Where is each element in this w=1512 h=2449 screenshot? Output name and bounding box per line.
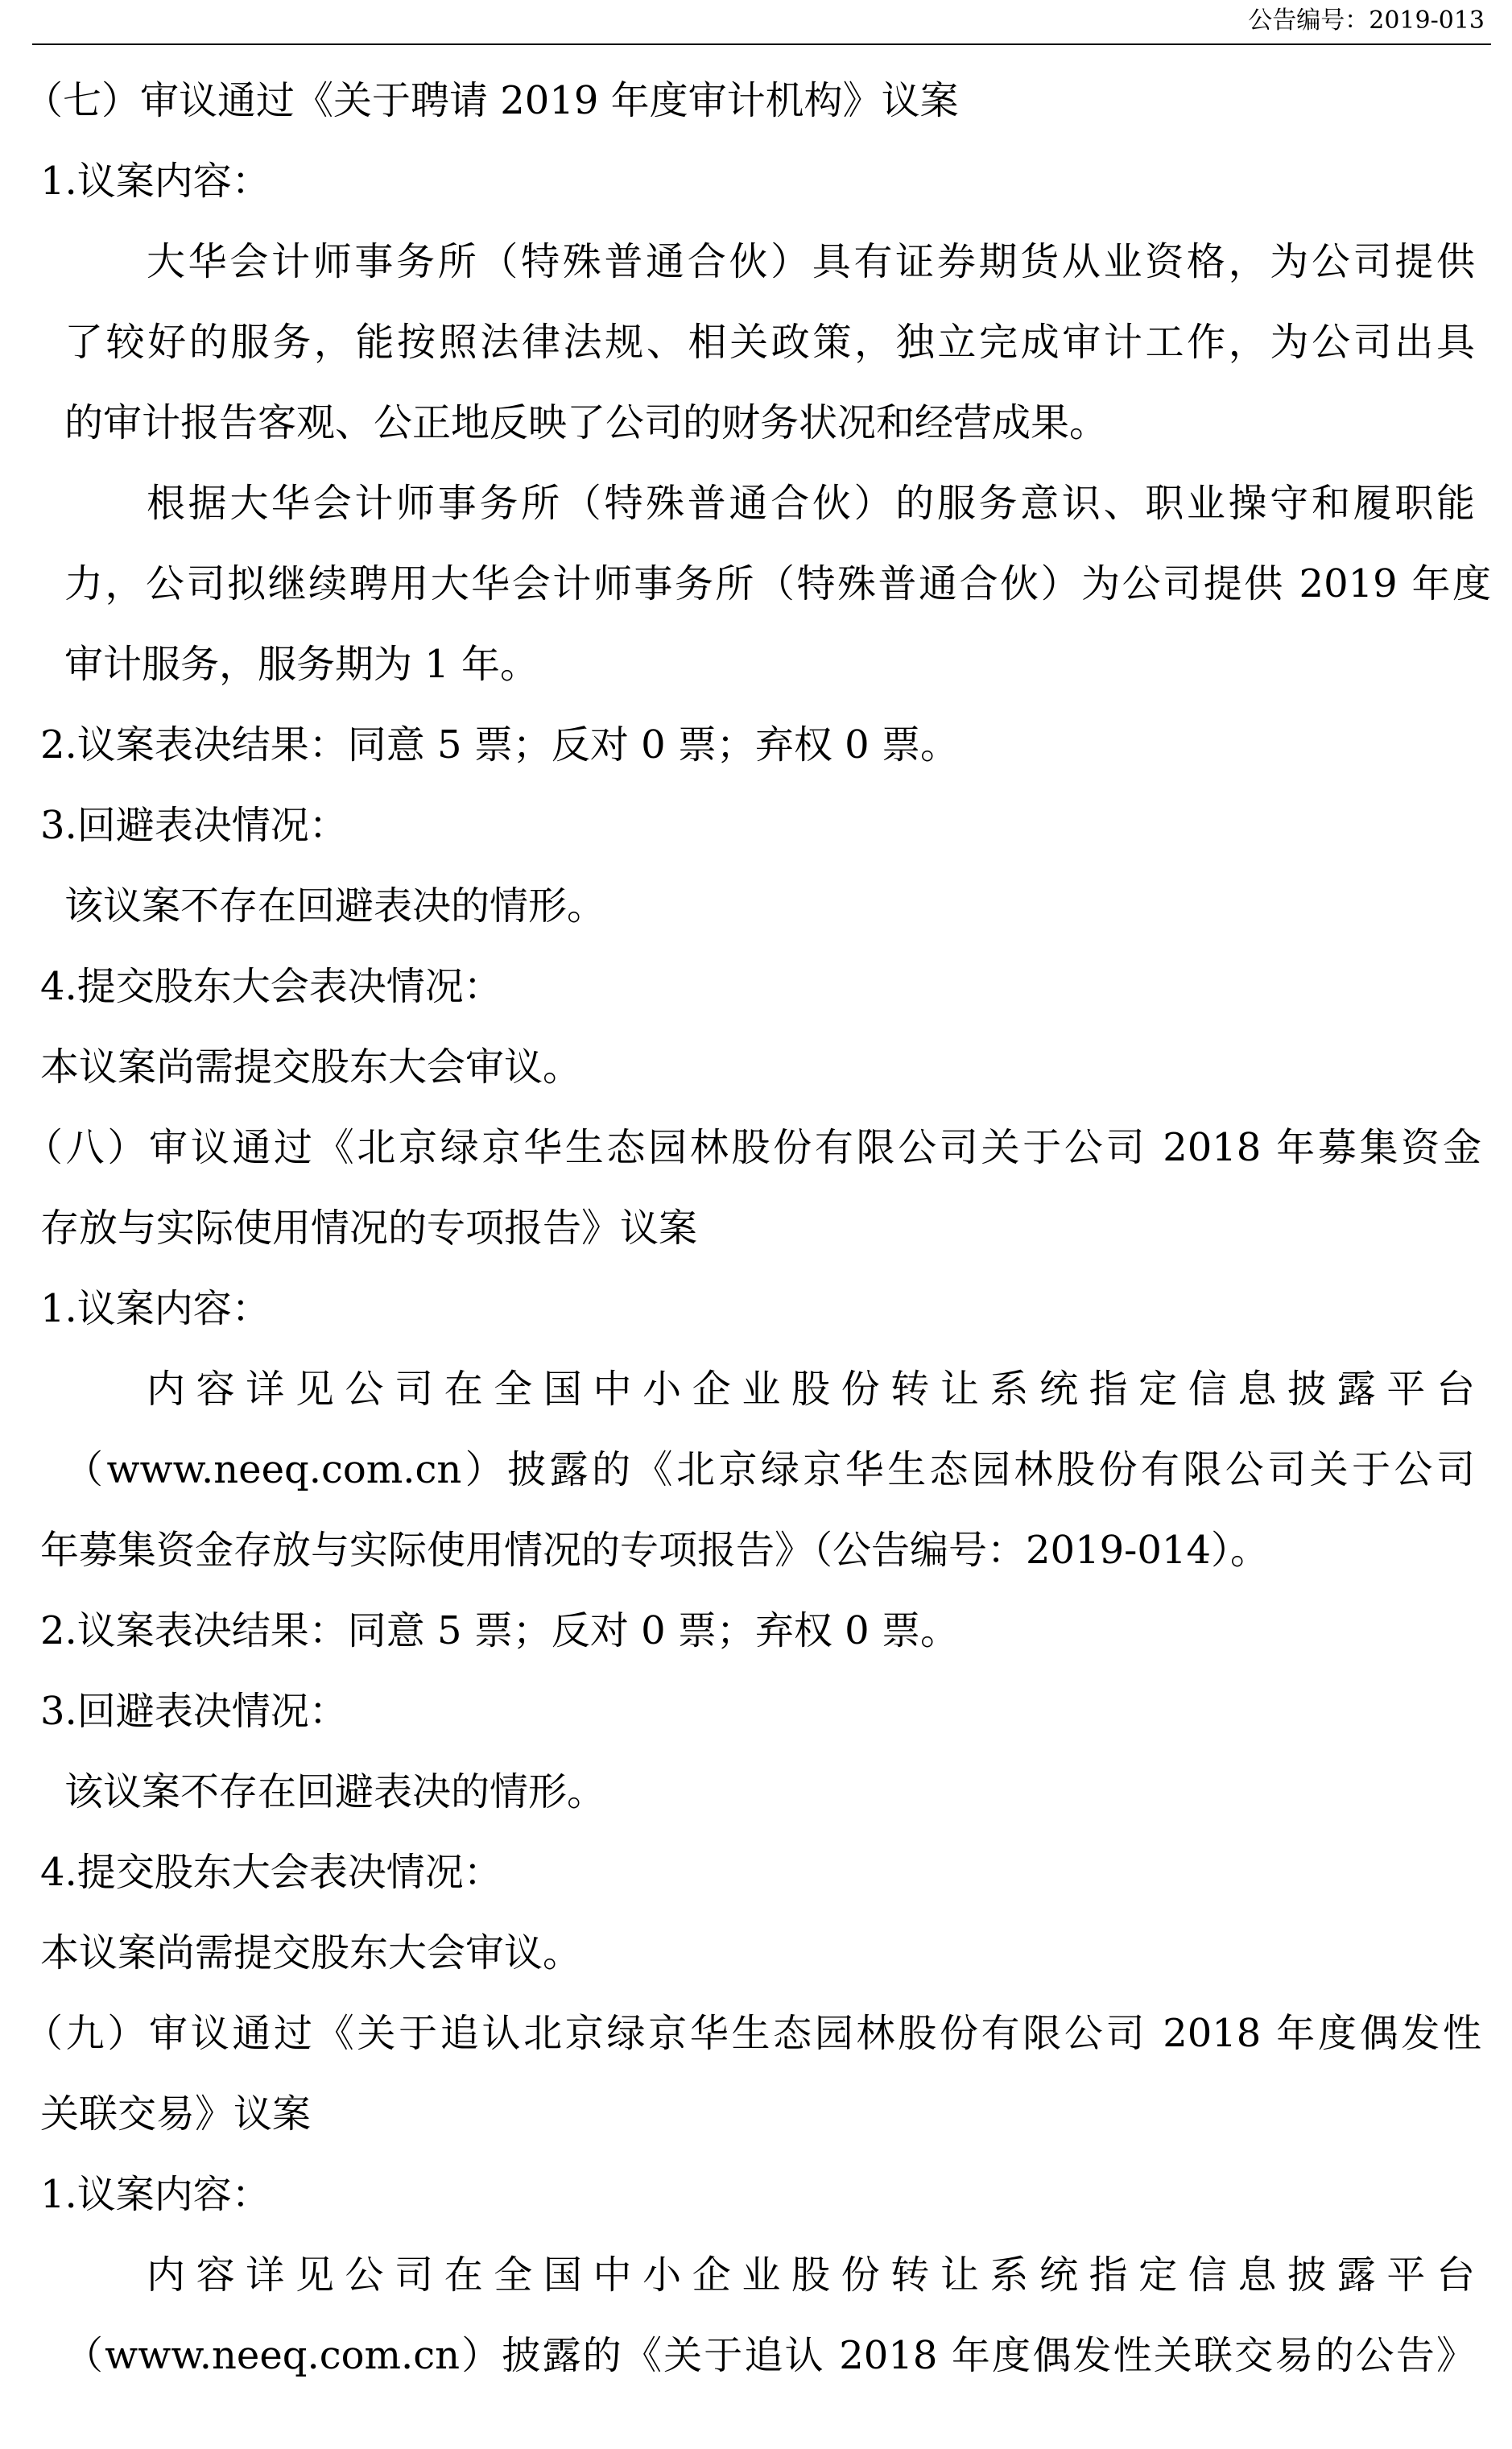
section-7-heading: （七）审议通过《关于聘请 2019 年度审计机构》议案 — [24, 78, 959, 123]
section-7-recusal-label: 3.回避表决情况： — [40, 803, 348, 848]
section-7-shareholder-text: 本议案尚需提交股东大会审议。 — [40, 1045, 582, 1090]
section-9-content-line-1: 内容详见公司在全国中小企业股份转让系统指定信息披露平台 — [147, 2253, 1475, 2298]
page-header — [32, 0, 1491, 45]
section-8-heading-line-1: （八）审议通过《北京绿京华生态园林股份有限公司关于公司 2018 年募集资金 — [24, 1125, 1481, 1170]
section-7-item-1-label: 1.议案内容： — [40, 159, 271, 204]
section-8-content-line-3: 年募集资金存放与实际使用情况的专项报告》（公告编号：2019-014）。 — [40, 1528, 1269, 1573]
section-8-shareholder-label: 4.提交股东大会表决情况： — [40, 1850, 502, 1895]
section-8-content-line-1: 内容详见公司在全国中小企业股份转让系统指定信息披露平台 — [147, 1367, 1475, 1412]
section-8-shareholder-text: 本议案尚需提交股东大会审议。 — [40, 1930, 582, 1975]
section-9-heading-line-1: （九）审议通过《关于追认北京绿京华生态园林股份有限公司 2018 年度偶发性 — [24, 2011, 1481, 2056]
section-7-paragraph-2-line-1: 根据大华会计师事务所（特殊普通合伙）的服务意识、职业操守和履职能 — [147, 481, 1475, 526]
section-7-vote-result: 2.议案表决结果：同意 5 票；反对 0 票；弃权 0 票。 — [40, 722, 959, 767]
section-9-heading-line-2: 关联交易》议案 — [40, 2091, 312, 2137]
section-7-recusal-text: 该议案不存在回避表决的情形。 — [64, 883, 606, 929]
section-7-paragraph-2-line-2: 力，公司拟继续聘用大华会计师事务所（特殊普通合伙）为公司提供 2019 年度 — [64, 561, 1491, 606]
section-9-item-1-label: 1.议案内容： — [40, 2172, 271, 2217]
section-8-vote-result: 2.议案表决结果：同意 5 票；反对 0 票；弃权 0 票。 — [40, 1608, 959, 1653]
section-7-paragraph-2-line-3: 审计服务，服务期为 1 年。 — [64, 642, 539, 687]
section-8-content-line-2: （www.neeq.com.cn）披露的《北京绿京华生态园林股份有限公司关于公司 — [64, 1447, 1475, 1492]
section-7-paragraph-1-line-3: 的审计报告客观、公正地反映了公司的财务状况和经营成果。 — [64, 400, 1109, 445]
section-9-content-line-2: （www.neeq.com.cn）披露的《关于追认 2018 年度偶发性关联交易的公告》 — [64, 2333, 1475, 2378]
section-8-recusal-text: 该议案不存在回避表决的情形。 — [64, 1769, 606, 1814]
section-7-paragraph-1-line-2: 了较好的服务，能按照法律法规、相关政策，独立完成审计工作，为公司出具 — [64, 320, 1475, 365]
section-8-recusal-label: 3.回避表决情况： — [40, 1689, 348, 1734]
section-7-shareholder-label: 4.提交股东大会表决情况： — [40, 964, 502, 1009]
section-8-item-1-label: 1.议案内容： — [40, 1286, 271, 1331]
announcement-number: 公告编号：2019-013 — [1248, 6, 1485, 35]
section-7-paragraph-1-line-1: 大华会计师事务所（特殊普通合伙）具有证券期货从业资格，为公司提供 — [147, 239, 1475, 284]
section-8-heading-line-2: 存放与实际使用情况的专项报告》议案 — [40, 1206, 698, 1251]
